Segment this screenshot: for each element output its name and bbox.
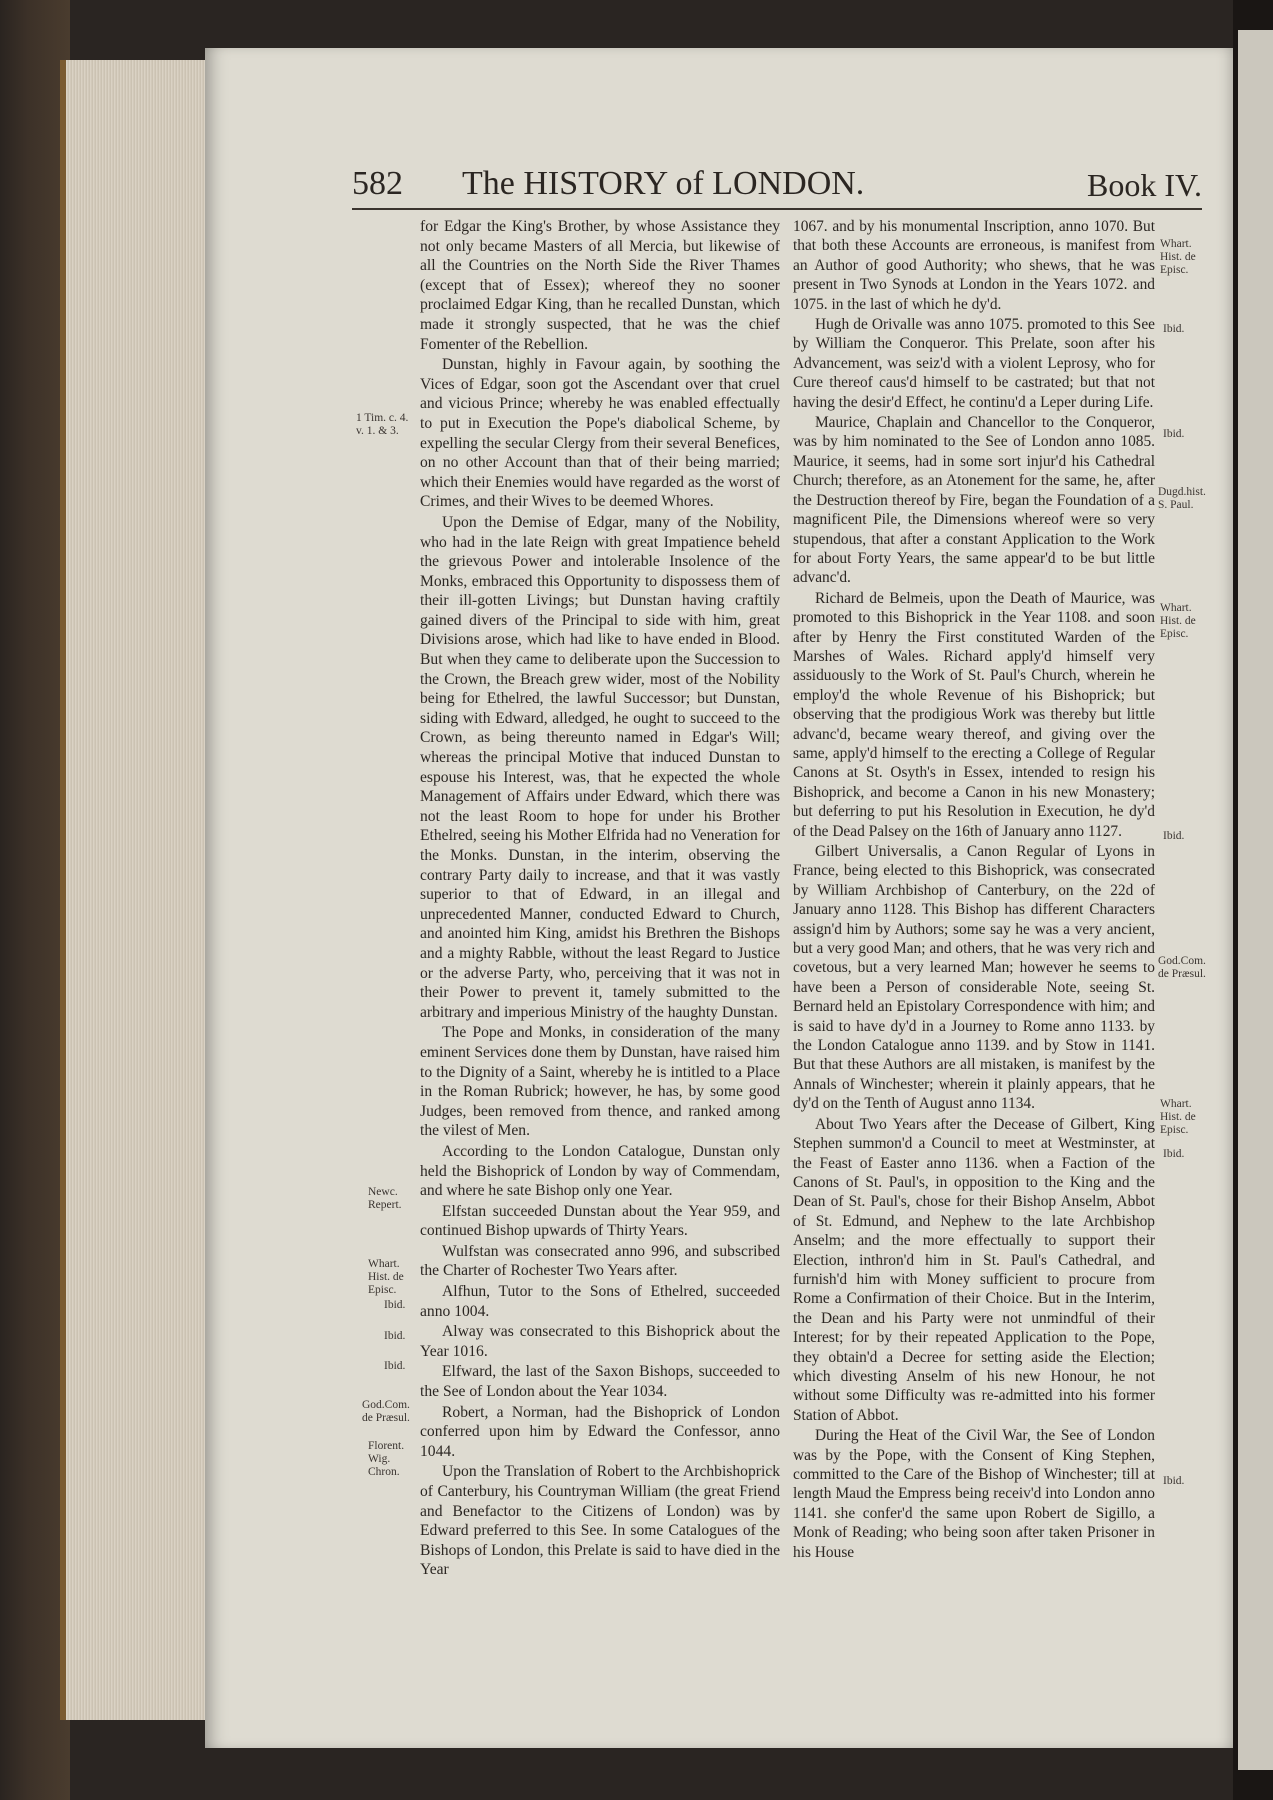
paragraph: Dunstan, highly in Favour again, by soothing the Vices of Edgar, soon got the Ascendant over that cruel and vicious Prince; whereby he was enabled effectually to put in Execution the Pope's diabolical Scheme, by expelling the secular Clergy from their several Benefices, on no other Account than that of their being married; which their Enemies would have regarded as the worst of Crimes, and their Wives to be deemed Whores. bbox=[420, 356, 780, 511]
margin-note: Dugd.hist. S. Paul. bbox=[1158, 486, 1206, 511]
paragraph: Maurice, Chaplain and Chancellor to the Conqueror, was by him nominated to the See of London anno 1085. Maurice, it seems, had in some sort injur'd his Cathedral Church; therefore, as an Atonement for the same, he, after the Destruction thereof by Fire, began the Foundation of a magnificent Pile, the Dimensions whereof were so very stupendous, that after a constant Application to the Work for about Forty Years, the same appear'd to be but little advanc'd. bbox=[793, 414, 1155, 587]
paragraph: About Two Years after the Decease of Gilbert, King Stephen summon'd a Council to meet at Westminster, at the Feast of Easter anno 1136. when a Faction of the Canons of St. Paul's, in opposition to the King and the Dean of St. Paul's, chose for their Bishop Anselm, Abbot of St. Edmund, and Nephew to the late Archbishop Anselm; and the more effectually to support their Election, inthron'd him in St. Paul's Cathedral, and furnish'd him with Money sufficient to procure from Rome a Confirmation of their Choice. But in the Interim, the Dean and his Party were not unmindful of their Interest; for by their repeated Application to the Pope, they obtain'd a Decree for setting aside the Election; which divesting Anselm of his new Honour, he not without some Difficulty was re-admitted into his former Station of Abbot. bbox=[793, 1115, 1155, 1424]
margin-note: Florent. Wig. Chron. bbox=[368, 1440, 405, 1478]
paragraph: Alfhun, Tutor to the Sons of Ethelred, succeeded anno 1004. bbox=[420, 1283, 780, 1320]
margin-note: Whart. Hist. de Episc. bbox=[368, 1258, 404, 1296]
margin-note: Ibid. bbox=[1163, 323, 1185, 335]
running-title: The HISTORY of LONDON. bbox=[462, 165, 865, 202]
paragraph: Richard de Belmeis, upon the Death of Maurice, was promoted to this Bishoprick in the Year 1108. and soon after by Henry the First constituted Warden of the Marshes of Wales. Richard apply'd himself very assiduously to the Work of St. Paul's Church, wherein he employ'd the whole Revenue of his Bishoprick; but observing that the prodigious Work was thereby but little advanc'd, became weary thereof, and giving over the same, apply'd himself to the erecting a College of Regular Canons at St. Osyth's in Essex, intended to resign his Bishoprick, and become a Canon in his new Monastery; but deferring to put his Resolution in Execution, he dy'd of the Dead Palsey on the 16th of January anno 1127. bbox=[793, 589, 1155, 840]
right-text-column bbox=[793, 217, 1155, 1563]
margin-note: God.Com. de Præsul. bbox=[362, 1399, 410, 1424]
margin-note: God.Com. de Præsul. bbox=[1158, 955, 1206, 980]
margin-note: Whart. Hist. de Episc. bbox=[1160, 1098, 1196, 1136]
paragraph: Alway was consecrated to this Bishoprick about the Year 1016. bbox=[420, 1323, 780, 1360]
margin-note: Ibid. bbox=[384, 1299, 406, 1311]
paragraph: 1067. and by his monumental Inscription, anno 1070. But that both these Accounts are erroneous, is manifest from an Author of good Authority; who shews, that he was present in Two Synods at London in the Years 1072. and 1075. in the last of which he dy'd. bbox=[793, 218, 1155, 313]
paragraph: Upon the Demise of Edgar, many of the Nobility, who had in the late Reign with great Impatience beheld the grievous Power and intolerable Insolence of the Monks, embraced this Opportunity to dispossess them of their ill-gotten Livings; but Dunstan having craftily gained divers of the Principal to side with him, great Divisions arose, which had like to have ended in Blood. But when they came to deliberate upon the Succession to the Crown, the Breach grew wider, most of the Nobility being for Ethelred, the lawful Successor; but Dunstan, siding with Edward, alledged, he ought to succeed to the Crown, as being thereunto named in Edgar's Will; whereas the principal Motive that induced Dunstan to espouse his Interest, was, that he expected the whole Management of Affairs under Edward, which there was not the least Room to hope for under his Brother Ethelred, seeing his Mother Elfrida had no Veneration for the Monks. Dunstan, in the interim, observing the contrary Party daily to increase, and that it was vastly superior to that of Edward, in an illegal and unprecedented Manner, conducted Edward to Church, and anointed him King, amidst his Brethren the Bishops and a mighty Rabble, without the least Regard to Justice or the adverse Party, who, perceiving that it was not in their Power to prevent it, tamely submitted to the arbitrary and imperious Ministry of the haughty Dunstan. bbox=[420, 513, 780, 1021]
header-rule bbox=[352, 208, 1202, 210]
paragraph: Upon the Translation of Robert to the Archbishoprick of Canterbury, his Countryman William (the great Friend and Benefactor to the Citizens of London) was by Edward preferred to this See. In some Catalogues of the Bishops of London, this Prelate is said to have died in the Year bbox=[420, 1463, 780, 1579]
paragraph: for Edgar the King's Brother, by whose Assistance they not only became Masters of all Mercia, but likewise of all the Countries on the North Side the River Thames (except that of Essex); whereof they no sooner proclaimed Edgar King, than he recalled Dunstan, which made it strongly suspected, that he was the chief Fomenter of the Rebellion. bbox=[420, 218, 780, 353]
margin-note: Ibid. bbox=[1163, 830, 1185, 842]
paragraph: Hugh de Orivalle was anno 1075. promoted to this See by William the Conqueror. This Prelate, soon after his Advancement, was seiz'd with a violent Leprosy, who for Cure thereof caus'd himself to be castrated; but that not having the desir'd Effect, he continu'd a Leper during Life. bbox=[793, 316, 1155, 411]
margin-note: Newc. Repert. bbox=[368, 1186, 402, 1211]
paragraph: Robert, a Norman, had the Bishoprick of London conferred upon him by Edward the Confessor, anno 1044. bbox=[420, 1403, 780, 1460]
paragraph: Gilbert Universalis, a Canon Regular of Lyons in France, being elected to this Bishoprick, was consecrated by William Archbishop of Canterbury, on the 22d of January anno 1128. This Bishop has different Characters assign'd him by Authors; some say he was a very ancient, but a very good Man; and others, that he was very rich and covetous, but a very learned Man; however he seems to have been a Person of considerable Note, seeing St. Bernard held an Epistolary Correspondence with him; and is said to have dy'd in a Journey to Rome anno 1133. by the London Catalogue anno 1139. and by Stow in 1141. But that these Authors are all mistaken, is manifest by the Annals of Winchester; wherein it plainly appears, that he dy'd on the Tenth of August anno 1134. bbox=[793, 843, 1156, 1113]
margin-note: Ibid. bbox=[1163, 428, 1185, 440]
margin-note: 1 Tim. c. 4. v. 1. & 3. bbox=[356, 412, 409, 437]
paragraph: Elfstan succeeded Dunstan about the Year 959, and continued Bishop upwards of Thirty Years. bbox=[420, 1202, 780, 1240]
paragraph: During the Heat of the Civil War, the See of London was by the Pope, with the Consent of King Stephen, committed to the Care of the Bishop of Winchester; till at length Maud the Empress being receiv'd into London anno 1141. she confer'd the same upon Robert de Sigillo, a Monk of Reading; who being soon after taken Prisoner in his House bbox=[793, 1427, 1155, 1561]
left-text-column bbox=[420, 217, 780, 1581]
margin-note: Ibid. bbox=[1163, 1475, 1185, 1487]
margin-note: Ibid. bbox=[384, 1360, 406, 1372]
margin-note: Ibid. bbox=[384, 1330, 406, 1342]
book-number: Book IV. bbox=[1087, 167, 1202, 203]
margin-note: Ibid. bbox=[1163, 1148, 1185, 1160]
facing-page-edge bbox=[1238, 30, 1273, 1770]
running-header bbox=[352, 163, 1202, 211]
margin-note: Whart. Hist. de Episc. bbox=[1160, 238, 1196, 276]
paragraph: Elfward, the last of the Saxon Bishops, succeeded to the See of London about the Year 1034. bbox=[420, 1363, 780, 1401]
paragraph: Wulfstan was consecrated anno 996, and subscribed the Charter of Rochester Two Years after. bbox=[420, 1242, 780, 1280]
paragraph: According to the London Catalogue, Dunstan only held the Bishoprick of London by way of Commendam, and where he sate Bishop only one Year. bbox=[420, 1142, 780, 1200]
page-number: 582 bbox=[352, 165, 403, 202]
page-edges bbox=[60, 60, 216, 1720]
margin-note: Whart. Hist. de Episc. bbox=[1160, 602, 1196, 640]
paragraph: The Pope and Monks, in consideration of the many eminent Services done them by Dunstan, have raised him to the Dignity of a Saint, whereby he is intitled to a Place in the Roman Rubrick; however, he has, by some good Judges, been removed from thence, and ranked among the vilest of Men. bbox=[420, 1024, 780, 1140]
